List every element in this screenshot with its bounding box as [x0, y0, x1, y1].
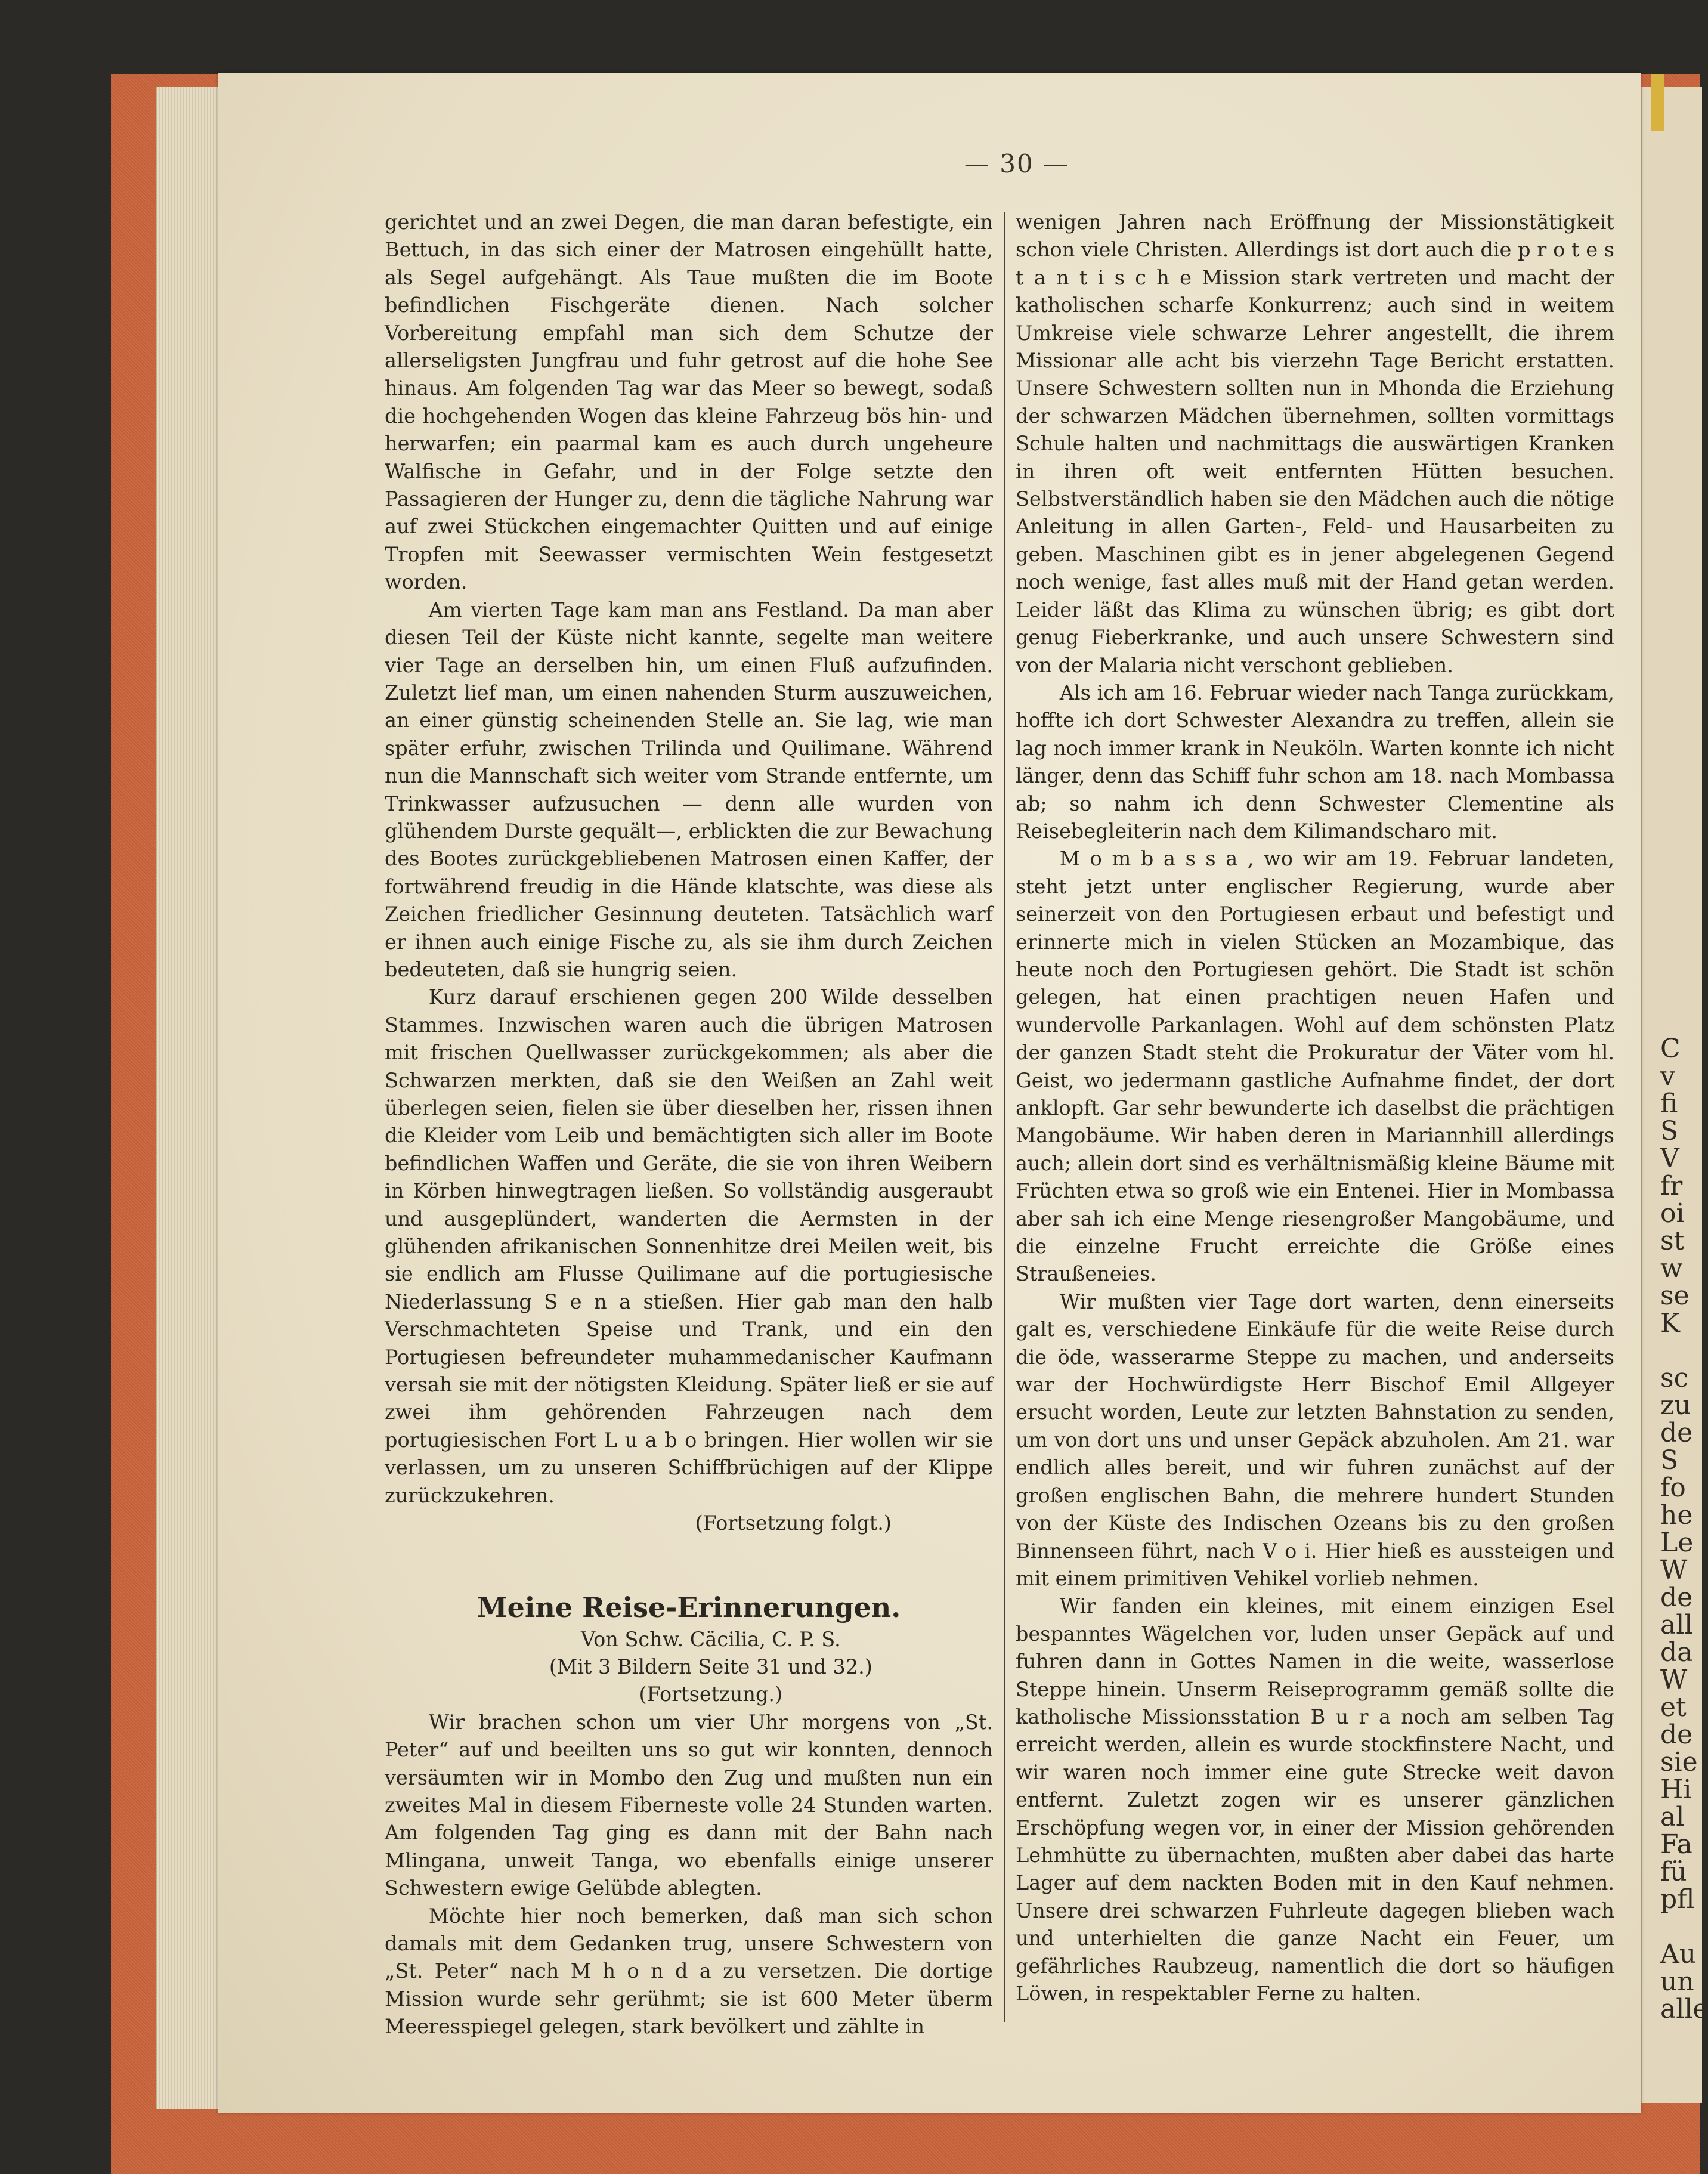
article-images-note: (Mit 3 Bildern Seite 31 und 32.): [549, 1655, 872, 1678]
left-paragraph-2: Am vierten Tage kam man ans Festland. Da man aber diesen Teil der Küste nicht kannte, segelte man weitere vier Tage an derselben hin, um einen Fluß aufzufinden. Zuletzt lief man, um einen nahenden Sturm auszuweichen, an einer günstig scheinenden Stelle an. Sie lag, wie man später erfuhr, zwischen Trilinda und Quilimane. Während nun die Mannschaft sich weiter vom Strande entfernte, um Trinkwasser aufzusuchen — denn alle wurden von glühendem Durste gequält—, erblickten die zur Bewachung des Bootes zurückgebliebenen Matrosen einen Kaffer, der fortwährend freudig in die Hände klatschte, was diese als Zeichen friedlicher Gesinnung deuteten. Tatsächlich warf er ihnen auch einige Fische zu, als sie ihm durch Zeichen bedeuteten, daß sie hungrig seien.: [385, 598, 993, 981]
right-column: [1016, 209, 1614, 2008]
left-paragraph-4: Wir brachen schon um vier Uhr morgens von „St. Peter“ auf und beeilten uns so gut wir konnten, dennoch versäumten wir in Mombo den Zug und mußten nun ein zweites Mal in diesem Fiberneste volle 24 Stunden warten. Am folgenden Tag ging es dann mit der Bahn nach Mlingana, unweit Tanga, wo ebenfalls einige unserer Schwestern ewige Gelübde ablegten.: [385, 1710, 993, 1900]
continued-note: (Fortsetzung folgt.): [695, 1511, 892, 1535]
left-paragraph-1: gerichtet und an zwei Degen, die man daran befestigte, ein Bettuch, in das sich einer der Matrosen eingehüllt hatte, als Segel aufgehängt. Als Taue mußten die im Boote befindlichen Fischgeräte dienen. Nach solcher Vorbereitung empfahl man sich dem Schutze der allerseligsten Jungfrau und fuhr getrost auf die hohe See hinaus. Am folgenden Tag war das Meer so bewegt, sodaß die hochgehenden Wogen das kleine Fahrzeug bös hin- und herwarfen; ein paarmal kam es auch durch ungeheure Walfische in Gefahr, und in der Folge setzte den Passagieren der Hunger zu, denn die tägliche Nahrung war auf zwei Stückchen eingemachter Quitten und auf einige Tropfen mit Seewasser vermischten Wein festgesetzt worden.: [385, 211, 993, 594]
left-paragraph-5: Möchte hier noch bemerken, daß man sich schon damals mit dem Gedanken trug, unsere Schwestern von „St. Peter“ nach M h o n d a zu versetzen. Die dortige Mission wurde sehr gerühmt; sie ist 600 Meter überm Meeresspiegel gelegen, stark bevölkert und zählte in: [385, 1904, 993, 2039]
right-paragraph-4: Wir mußten vier Tage dort warten, denn einerseits galt es, verschiedene Einkäufe für die weite Reise durch die öde, wasserarme Steppe zu machen, und anderseits war der Hochwürdigste Herr Bischof Emil Allgeyer ersucht worden, Leute zur letzten Bahnstation zu senden, um von dort uns und unser Gepäck abzuholen. Am 21. war endlich alles bereit, und wir fuhren zunächst auf der großen englischen Bahn, die mehrere hundert Stunden von der Küste des Indischen Ozeans bis zu den großen Binnenseen führt, nach V o i. Hier hieß es aussteigen und mit einem primitiven Vehikel vorlieb nehmen.: [1016, 1289, 1614, 1590]
article-continuation-note: (Fortsetzung.): [639, 1683, 783, 1706]
column-divider: [1004, 212, 1005, 2022]
left-paragraph-3: Kurz darauf erschienen gegen 200 Wilde desselben Stammes. Inzwischen waren auch die übrigen Matrosen mit frischen Quellwasser zurückgekommen; als aber die Schwarzen merkten, daß sie den Weißen an Zahl weit überlegen seien, fielen sie über dieselben her, rissen ihnen die Kleider vom Leib und bemächtigten sich aller im Boote befindlichen Waffen und Geräte, die sie von ihren Weibern in Körben hinwegtragen ließen. So vollständig ausgeraubt und ausgeplündert, wanderten die Aermsten in der glühenden afrikanischen Sonnenhitze drei Meilen weit, bis sie endlich am Flusse Quilimane auf die portugiesische Niederlassung S e n a stießen. Hier gab man den halb Verschmachteten Speise und Trank, und ein den Portugiesen befreundeter muhammedanischer Kaufmann versah sie mit der nötigsten Kleidung. Später ließ er sie auf zwei ihm gehörenden Fahrzeugen nach dem portugiesischen Fort L u a b o bringen. Hier wollen wir sie verlassen, um zu unseren Schiffbrüchigen auf der Klippe zurückzukehren.: [385, 985, 993, 1507]
article-header: [385, 1589, 993, 1709]
right-paragraph-3: M o m b a s s a , wo wir am 19. Februar landeten, steht jetzt unter englischer Regierung, wurde aber seinerzeit von den Portugiesen erbaut und befestigt und erinnerte mich in vielen Stücken an Mozambique, das heute noch den Portugiesen gehört. Die Stadt ist schön gelegen, hat einen prachtigen neuen Hafen und wundervolle Parkanlagen. Wohl auf dem schönsten Platz der ganzen Stadt steht die Prokuratur der Väter vom hl. Geist, wo jedermann gastliche Aufnahme findet, der dort anklopft. Gar sehr bewunderte ich daselbst die prächtigen Mangobäume. Wir haben deren in Mariannhill allerdings auch; allein dort sind es verhältnismäßig kleine Bäume mit Früchten etwa so groß wie ein Entenei. Hier in Mombassa aber sah ich eine Menge riesengroßer Mangobäume, und die einzelne Frucht erreichte die Größe eines Straußeneies.: [1016, 847, 1614, 1286]
bookmark-ribbon: [1651, 74, 1664, 131]
page-number: — 30 —: [964, 149, 1070, 178]
article-title: Meine Reise-Erinnerungen.: [476, 1591, 901, 1623]
right-paragraph-2: Als ich am 16. Februar wieder nach Tanga zurückkam, hoffte ich dort Schwester Alexandra zu treffen, allein sie lag noch immer krank in Neuköln. Warten konnte ich nicht länger, denn das Schiff fuhr schon am 18. nach Mombassa ab; so nahm ich denn Schwester Clementine als Reisebegleiterin nach dem Kilimandscharo mit.: [1016, 681, 1614, 843]
right-paragraph-5: Wir fanden ein kleines, mit einem einzigen Esel bespanntes Wägelchen vor, luden unser Gepäck auf und fuhren dann in Gottes Namen in die weite, wasserlose Steppe hinein. Unserm Reiseprogramm gemäß sollte die katholische Missionsstation B u r a noch am selben Tag erreicht werden, allein es wurde stockfinstere Nacht, und wir waren noch immer eine gute Strecke weit davon entfernt. Zuletzt zogen wir es unserer gänzlichen Erschöpfung wegen vor, in einer der Mission gehörenden Lehmhütte zu übernachten, mußten aber dabei das harte Lager auf dem nackten Boden mit in den Kauf nehmen. Unsere drei schwarzen Fuhrleute dagegen blieben wach und unterhielten die ganze Nacht ein Feuer, um gefährliches Raubzeug, namentlich die dort so häufigen Löwen, in respektabler Ferne zu halten.: [1016, 1594, 1614, 2005]
facing-page-fragments: C v fi S V fr oi st w se K sc zu de S fo he Le W de all da W et de sie Hi al Fa fü pfl Au un alle: [1660, 1034, 1708, 2024]
article-author: Von Schw. Cäcilia, C. P. S.: [580, 1627, 841, 1651]
left-column: [385, 209, 993, 2041]
right-paragraph-1: wenigen Jahren nach Eröffnung der Missionstätigkeit schon viele Christen. Allerdings ist dort auch die p r o t e s t a n t i s c h e Mission stark vertreten und macht der katholischen scharfe Konkurrenz; auch sind in weitem Umkreise viele schwarze Lehrer angestellt, die ihrem Missionar alle acht bis vierzehn Tage Bericht erstatten. Unsere Schwestern sollten nun in Mhonda die Erziehung der schwarzen Mädchen übernehmen, sollten vormittags Schule halten und nachmittags die auswärtigen Kranken in ihren oft weit entfernten Hütten besuchen. Selbstverständlich haben sie den Mädchen auch die nötige Anleitung in allen Garten-, Feld- und Hausarbeiten zu geben. Maschinen gibt es in jener abgelegenen Gegend noch wenige, fast alles muß mit der Hand getan werden. Leider läßt das Klima zu wünschen übrig; es gibt dort genug Fieberkranke, und auch unsere Schwestern sind von der Malaria nicht verschont geblieben.: [1016, 211, 1614, 677]
facing-page: [1641, 87, 1708, 2103]
